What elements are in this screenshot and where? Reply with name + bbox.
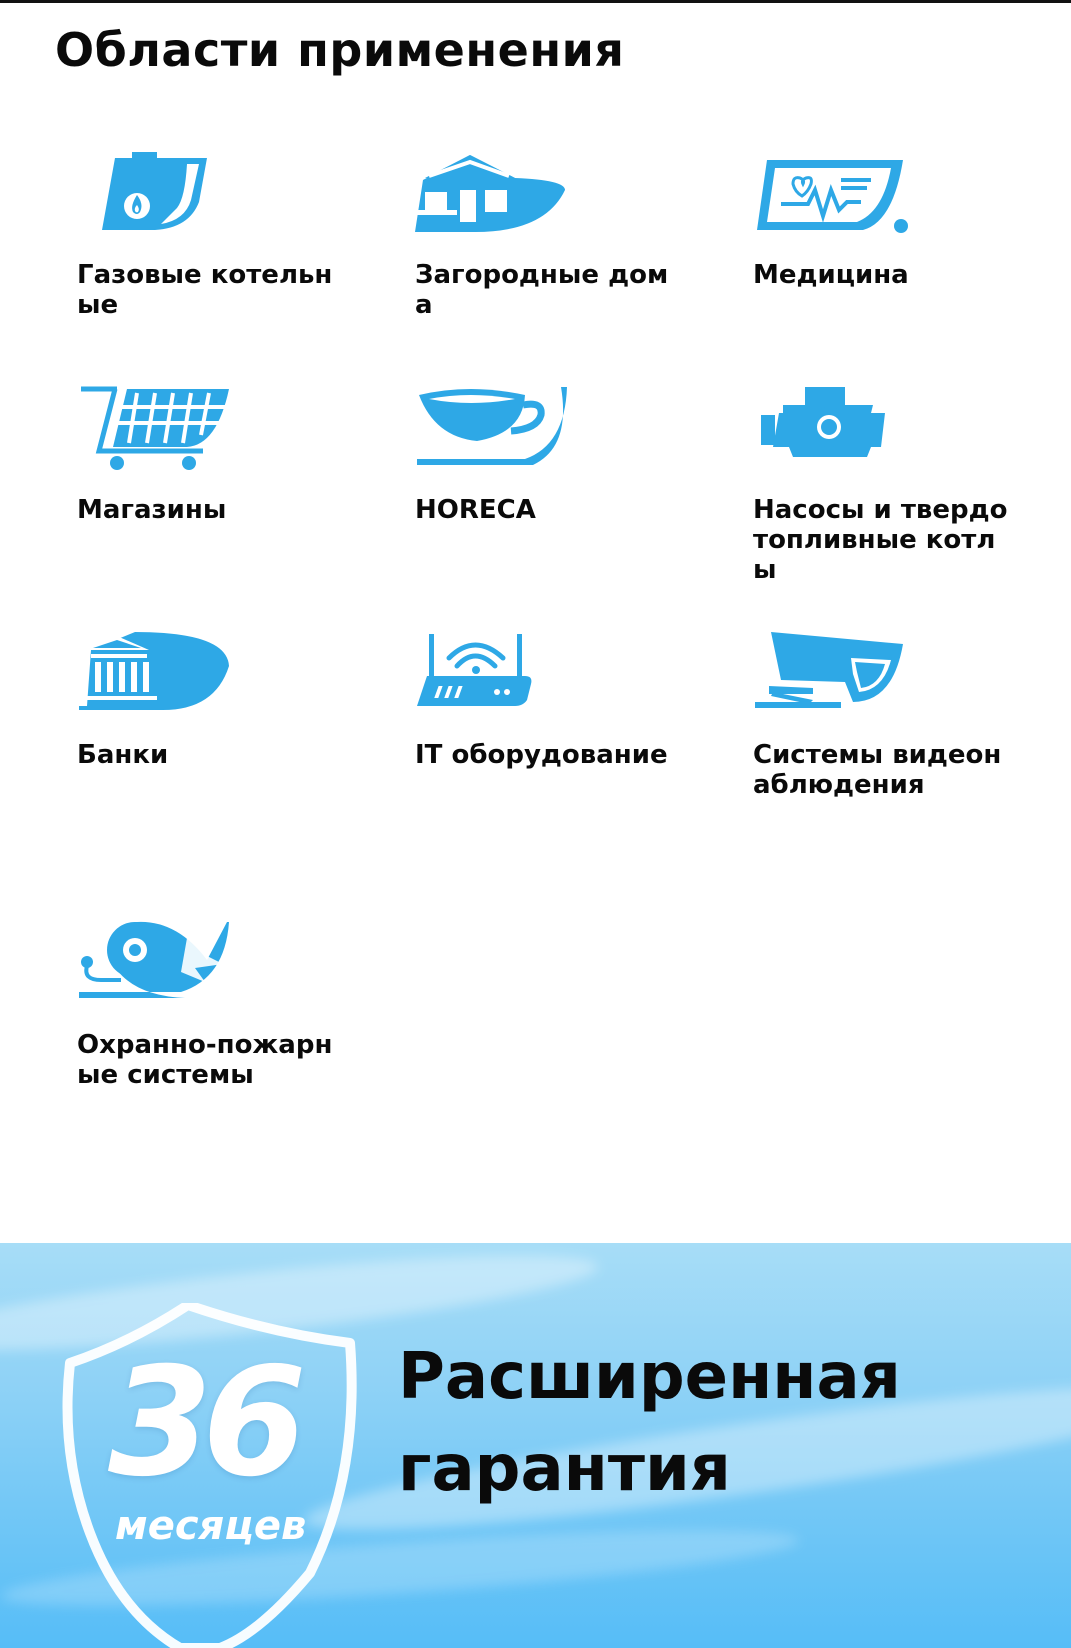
page-title: Области применения xyxy=(55,23,625,77)
warranty-banner xyxy=(0,1243,1071,1648)
application-label: Насосы и твердотопливные котлы xyxy=(753,495,1008,585)
gas-boiler-icon xyxy=(77,150,237,240)
application-label: IT оборудование xyxy=(415,740,668,770)
warranty-months-unit: месяцев xyxy=(115,1503,307,1549)
application-label: Банки xyxy=(77,740,169,770)
medicine-monitor-icon xyxy=(753,150,913,240)
application-label: Газовые котельные xyxy=(77,260,333,320)
alarm-bell-icon xyxy=(77,920,237,1010)
warranty-months-number: 36 xyxy=(108,1336,297,1510)
application-label: Медицина xyxy=(753,260,909,290)
warranty-title: Расширенная гарантия xyxy=(398,1340,901,1506)
cup-icon xyxy=(415,385,575,475)
application-label: Системы видеонаблюдения xyxy=(753,740,1002,800)
country-house-icon xyxy=(415,150,575,240)
bank-icon xyxy=(77,630,237,720)
shopping-cart-icon xyxy=(77,385,237,475)
wifi-router-icon xyxy=(415,630,575,720)
application-label: Охранно-пожарные системы xyxy=(77,1030,333,1090)
pump-icon xyxy=(753,385,913,475)
application-label: Загородные дома xyxy=(415,260,669,320)
application-label: HORECA xyxy=(415,495,536,525)
cctv-camera-icon xyxy=(753,630,913,720)
application-label: Магазины xyxy=(77,495,227,525)
